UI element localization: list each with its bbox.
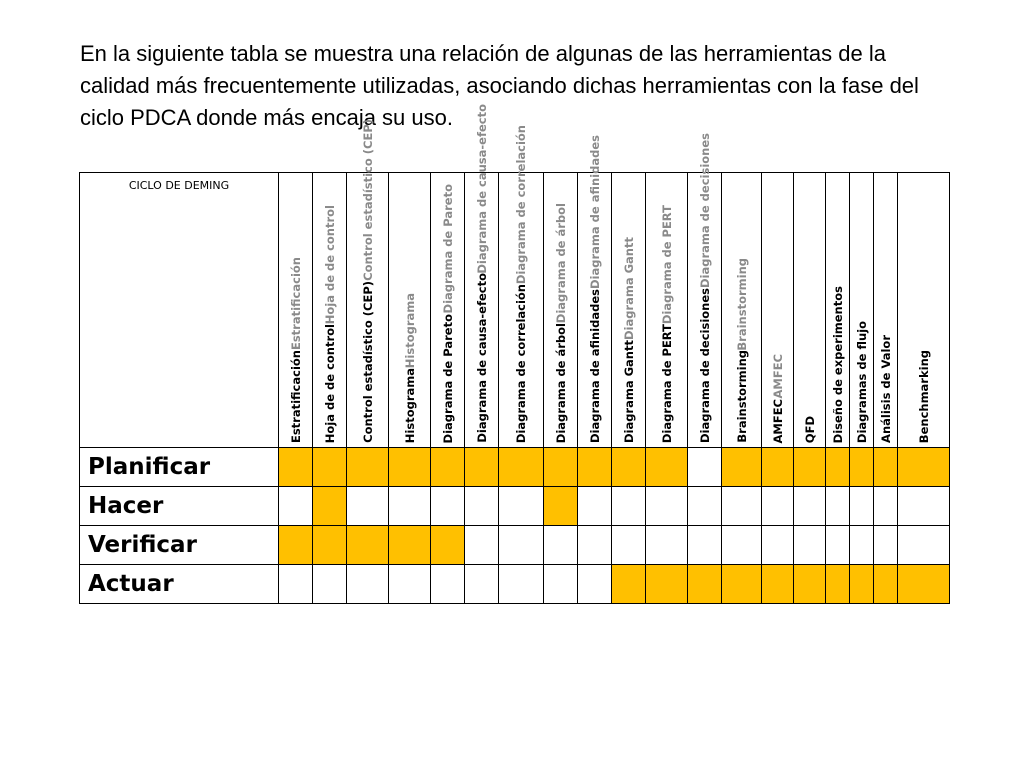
tool-phase-mark (347, 526, 389, 565)
tool-phase-mark (612, 565, 646, 604)
tool-phase-empty (544, 526, 578, 565)
tool-phase-empty (850, 487, 874, 526)
tool-phase-mark (499, 448, 544, 487)
tool-phase-empty (898, 526, 950, 565)
column-header-ghost-label: Diagrama de Pareto (440, 184, 455, 314)
column-header (578, 135, 612, 448)
tool-phase-mark (826, 565, 850, 604)
tool-phase-mark (431, 526, 465, 565)
tool-phase-empty (688, 487, 722, 526)
column-header-label: Diagrama de árbol (553, 322, 568, 443)
column-header (646, 173, 688, 448)
tool-phase-empty (722, 526, 762, 565)
tool-phase-mark (762, 448, 794, 487)
tool-phase-mark (313, 448, 347, 487)
column-header-label: Diseño de experimentos (830, 285, 845, 443)
column-header-ghost-label: Brainstorming (734, 257, 749, 351)
tool-phase-mark (279, 526, 313, 565)
tool-phase-empty (850, 526, 874, 565)
column-header-label: Diagramas de flujo (854, 320, 869, 443)
column-header-ghost-label: Diagrama de causa-efecto (474, 103, 489, 274)
tool-phase-empty (794, 487, 826, 526)
tool-phase-empty (313, 565, 347, 604)
tool-phase-mark (544, 487, 578, 526)
column-header-ghost-label: Hoja de de control (322, 204, 337, 324)
column-header-ghost-label: Control estadístico (CEP) (360, 119, 375, 282)
tool-phase-mark (874, 448, 898, 487)
tool-phase-mark (898, 448, 950, 487)
column-header-label: QFD (802, 415, 817, 443)
column-header (898, 173, 950, 448)
column-header (794, 173, 826, 448)
tool-phase-mark (762, 565, 794, 604)
tool-phase-mark (794, 448, 826, 487)
tool-phase-empty (794, 526, 826, 565)
column-header-label: Histograma (402, 367, 417, 443)
column-header-ghost-label: Diagrama de afinidades (587, 135, 602, 290)
column-header-label: Diagrama de correlación (514, 283, 528, 443)
column-header (347, 119, 389, 448)
tool-phase-empty (431, 487, 465, 526)
column-header-ghost-label: AMFEC (770, 354, 785, 399)
tool-phase-empty (347, 487, 389, 526)
tool-phase-mark (850, 565, 874, 604)
tool-phase-mark (578, 448, 612, 487)
column-header (722, 173, 762, 448)
column-header-label: Diagrama de Pareto (440, 313, 455, 443)
tool-phase-empty (578, 565, 612, 604)
tool-phase-empty (826, 487, 850, 526)
intro-paragraph: En la siguiente tabla se muestra una relación de algunas de las herramientas de la calidad más frecuentemente utilizadas, asociando dichas herramientas con la fase del ciclo PDCA donde más encaja su uso. (80, 41, 919, 130)
tool-phase-empty (499, 565, 544, 604)
tool-phase-empty (646, 487, 688, 526)
tool-phase-mark (347, 448, 389, 487)
tool-phase-mark (722, 565, 762, 604)
tool-phase-empty (874, 487, 898, 526)
tool-phase-empty (465, 565, 499, 604)
tool-phase-empty (612, 487, 646, 526)
tool-phase-empty (499, 526, 544, 565)
column-header (612, 173, 646, 448)
tool-phase-empty (762, 487, 794, 526)
tool-phase-empty (431, 565, 465, 604)
tool-phase-empty (465, 526, 499, 565)
header-row (80, 173, 950, 448)
tool-phase-mark (313, 487, 347, 526)
tool-phase-mark (850, 448, 874, 487)
phase-label: Hacer (80, 487, 279, 526)
phase-label: Actuar (80, 565, 279, 604)
phase-row (80, 448, 950, 487)
tool-phase-mark (898, 565, 950, 604)
tool-phase-mark (313, 526, 347, 565)
column-header (544, 173, 578, 448)
column-header (499, 124, 544, 448)
tool-phase-empty (544, 565, 578, 604)
tool-phase-empty (578, 487, 612, 526)
tool-phase-empty (389, 565, 431, 604)
tool-phase-empty (646, 526, 688, 565)
tool-phase-mark (612, 448, 646, 487)
column-header (850, 173, 874, 448)
corner-label: CICLO DE DEMING (80, 173, 279, 448)
tool-phase-mark (389, 526, 431, 565)
column-header-label: Diagrama de PERT (659, 323, 674, 443)
column-header (465, 103, 499, 448)
tool-phase-empty (389, 487, 431, 526)
column-header-label: Hoja de de control (322, 323, 337, 443)
tool-phase-empty (688, 448, 722, 487)
tool-phase-empty (898, 487, 950, 526)
tool-phase-mark (431, 448, 465, 487)
column-header-ghost-label: Diagrama de decisiones (697, 132, 712, 288)
column-header-label: Diagrama Gantt (621, 339, 636, 443)
tool-phase-empty (499, 487, 544, 526)
tool-phase-empty (279, 487, 313, 526)
tool-phase-mark (279, 448, 313, 487)
column-header-ghost-label: Histograma (402, 292, 417, 368)
tool-phase-mark (465, 448, 499, 487)
column-header (826, 173, 850, 448)
column-header-ghost-label: Diagrama Gantt (621, 236, 636, 340)
tool-phase-empty (578, 526, 612, 565)
tool-phase-mark (544, 448, 578, 487)
tool-phase-mark (722, 448, 762, 487)
column-header (874, 173, 898, 448)
tool-phase-empty (688, 526, 722, 565)
phase-label: Planificar (80, 448, 279, 487)
column-header (688, 132, 722, 448)
column-header (313, 173, 347, 448)
column-header (431, 173, 465, 448)
tool-phase-mark (794, 565, 826, 604)
tool-phase-mark (646, 565, 688, 604)
column-header-label: Estratificación (288, 349, 303, 443)
phase-row (80, 487, 950, 526)
tool-phase-mark (389, 448, 431, 487)
column-header-label: AMFEC (770, 398, 785, 443)
column-header (389, 173, 431, 448)
column-header-ghost-label: Diagrama de correlación (514, 124, 528, 284)
tool-phase-mark (688, 565, 722, 604)
tool-phase-mark (826, 448, 850, 487)
column-header-label: Brainstorming (734, 350, 749, 443)
column-header-ghost-label: Diagrama de árbol (553, 202, 568, 323)
tool-phase-empty (612, 526, 646, 565)
tool-phase-empty (465, 487, 499, 526)
phase-label: Verificar (80, 526, 279, 565)
column-header-label: Control estadístico (CEP) (360, 281, 375, 443)
deming-tools-table (79, 103, 950, 604)
phase-row (80, 565, 950, 604)
tool-phase-empty (762, 526, 794, 565)
tool-phase-mark (646, 448, 688, 487)
tool-phase-empty (826, 526, 850, 565)
column-header (762, 173, 794, 448)
tool-phase-mark (874, 565, 898, 604)
column-header-ghost-label: Estratificación (288, 256, 303, 350)
phase-row (80, 526, 950, 565)
column-header-ghost-label: Diagrama de PERT (659, 204, 674, 324)
tool-phase-empty (279, 565, 313, 604)
column-header-label: Diagrama de afinidades (587, 289, 602, 443)
column-header-label: Benchmarking (916, 349, 931, 443)
column-header-label: Diagrama de decisiones (697, 287, 712, 443)
tool-phase-empty (874, 526, 898, 565)
tool-phase-empty (722, 487, 762, 526)
tool-phase-empty (347, 565, 389, 604)
column-header-label: Análisis de Valor (878, 335, 893, 443)
column-header (279, 173, 313, 448)
column-header-label: Diagrama de causa-efecto (474, 273, 489, 443)
